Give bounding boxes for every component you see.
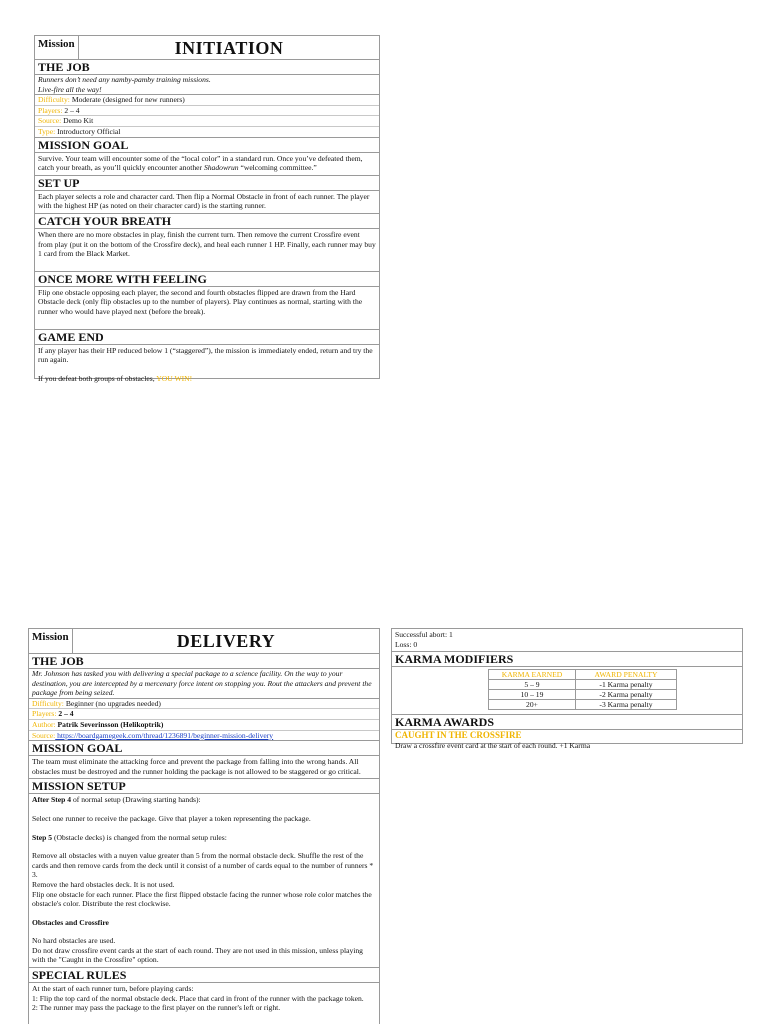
difficulty-label: Difficulty:: [32, 698, 64, 708]
karma-card: [391, 628, 743, 750]
karma-award-item: [392, 730, 742, 752]
job-flavor-line-1: Runners don’t need any namby-pamby training missions.: [38, 75, 211, 84]
mission-goal-text: The team must eliminate the attacking force and prevent the package from falling into the wrong hands. All obstacles must be destroyed and the runner holding the package is not allowed to be staggered or go critical.: [29, 756, 379, 779]
mission-goal-text: [35, 153, 379, 176]
you-win-text: YOU WIN!: [156, 373, 193, 383]
difficulty-row: [29, 699, 379, 710]
setup-step5: [32, 833, 376, 843]
step4-bold: After Step 4: [32, 795, 72, 805]
award-text: Draw a crossfire event card at the start of each round. +1 Karma: [395, 740, 591, 750]
special-rules-heading: SPECIAL RULES: [29, 968, 379, 983]
karma-modifiers-table: [488, 669, 677, 710]
delivery-title-row: [29, 629, 379, 654]
mission-goal-heading: MISSION GOAL: [35, 138, 379, 153]
source-row: [29, 731, 379, 742]
players-label: Players:: [32, 709, 57, 719]
goal-text-part: Survive. Your team will encounter some of the “local color” in a standard run. Once you’ve defeated them, catch your breath, as you’ll quickly encounter another: [38, 153, 363, 173]
job-flavor: [35, 75, 379, 95]
difficulty-value: Beginner (no upgrades needed): [63, 698, 161, 708]
award-name: CAUGHT IN THE CROSSFIRE: [395, 730, 522, 741]
karma-modifiers-body: [392, 667, 742, 715]
author-label: Author:: [32, 719, 56, 729]
source-value: Demo Kit: [61, 116, 94, 126]
mission-title: DELIVERY: [176, 631, 276, 651]
game-win-text: If you defeat both groups of obstacles,: [38, 373, 157, 383]
source-link[interactable]: https://boardgamegeek.com/thread/1236891/beginner-mission-delivery: [55, 730, 274, 740]
source-label: Source:: [32, 730, 56, 740]
special-rules-text: [29, 983, 379, 1015]
game-win-paragraph: [38, 374, 376, 384]
rules-step-2: 2: The runner may pass the package to the first player on the runner's left or right.: [32, 1003, 281, 1013]
job-flavor: Mr. Johnson has tasked you with delivering a special package to a science facility. On the way to your destination, you are intercepted by a mercenary force intent on stopping you. Rout the attackers and prevent the package from being seized.: [29, 669, 379, 699]
mission-title: INITIATION: [174, 38, 284, 58]
catch-breath-heading: CATCH YOUR BREATH: [35, 214, 379, 229]
author-row: [29, 720, 379, 731]
mission-label: Mission: [29, 629, 73, 653]
players-row: [29, 709, 379, 720]
rules-intro: At the start of each runner turn, before playing cards:: [32, 984, 194, 994]
goal-text-emphasis: Shadowrun: [203, 163, 239, 173]
mission-setup-text: [29, 794, 379, 968]
setup-step4: [32, 795, 376, 805]
author-value: Patrik Severinsson (Helikoptrik): [55, 719, 164, 729]
job-heading: THE JOB: [29, 654, 379, 669]
setup-remove: Remove all obstacles with a nuyen value greater than 5 from the normal obstacle deck. Shuffle the rest of the cards and then remove cards from the deck until it consist of a number of cards equal to the number of runners * 3.: [32, 851, 374, 880]
award-penalty-cell: -3 Karma penalty: [576, 700, 677, 710]
type-label: Type:: [38, 126, 56, 136]
game-end-paragraph: If any player has their HP reduced below 1 (“staggered”), the mission is immediately ended, return and try the run again.: [38, 345, 373, 365]
step5-bold: Step 5: [32, 832, 53, 842]
setup-remove-hard: Remove the hard obstacles deck. It is not used.: [32, 879, 175, 889]
initiation-mission-card: [34, 35, 380, 383]
once-more-text: Flip one obstacle opposing each player, the second and fourth obstacles flipped are drawn from the Hard Obstacle deck (only flip obstacles up to the number of players). Play continues as normal, starting with the runner who would have played next (before the break).: [35, 287, 379, 330]
obstacles-no-hard: No hard obstacles are used.: [32, 936, 116, 946]
karma-earned-cell: 5 – 9: [489, 680, 576, 690]
setup-heading: SET UP: [35, 176, 379, 191]
once-more-heading: ONCE MORE WITH FEELING: [35, 272, 379, 287]
setup-text: Each player selects a role and character card. Then flip a Normal Obstacle in front of each runner. The player with the highest HP (as noted on their character card) is the starting runner.: [35, 191, 379, 214]
delivery-mission-card: [28, 628, 380, 1024]
karma-awards-heading: KARMA AWARDS: [392, 715, 742, 730]
catch-breath-text: When there are no more obstacles in play, finish the current turn. Then remove the current Crossfire event from play (put it on the bottom of the Crossfire deck), and heal each runner 1 HP. Finally, each runner may buy 1 card from the Black Market.: [35, 229, 379, 272]
award-penalty-cell: -1 Karma penalty: [576, 680, 677, 690]
type-row: [35, 127, 379, 138]
table-row: [489, 700, 677, 710]
source-row: [35, 116, 379, 127]
table-row: [489, 690, 677, 700]
table-row: [489, 680, 677, 690]
players-value: 2 – 4: [62, 105, 80, 115]
setup-flip: Flip one obstacle for each runner. Place the first flipped obstacle facing the runner whose role color matches the obstacle's color. Distribute the rest clockwise.: [32, 889, 372, 909]
karma-earned-cell: 10 – 19: [489, 690, 576, 700]
karma-earned-cell: 20+: [489, 700, 576, 710]
players-row: [35, 106, 379, 117]
obstacles-crossfire-heading: Obstacles and Crossfire: [32, 917, 109, 927]
rules-step-1: 1: Flip the top card of the normal obstacle deck. Place that card in front of the runner with the package token.: [32, 993, 364, 1003]
game-end-heading: GAME END: [35, 330, 379, 345]
difficulty-label: Difficulty:: [38, 95, 70, 105]
players-value: 2 – 4: [56, 709, 74, 719]
mission-label: Mission: [35, 36, 79, 59]
job-heading: THE JOB: [35, 60, 379, 75]
job-flavor-line-2: Live-fire all the way!: [38, 84, 102, 94]
karma-results: [392, 629, 742, 652]
difficulty-row: [35, 95, 379, 106]
karma-earned-header: KARMA EARNED: [489, 670, 576, 680]
karma-modifiers-heading: KARMA MODIFIERS: [392, 652, 742, 667]
goal-text-part: “welcoming committee.”: [238, 163, 317, 173]
step5-rest: (Obstacle decks) is changed from the normal setup rules:: [52, 832, 227, 842]
mission-goal-heading: MISSION GOAL: [29, 741, 379, 756]
initiation-title-row: [35, 36, 379, 60]
award-penalty-cell: -2 Karma penalty: [576, 690, 677, 700]
step4-rest: of normal setup (Drawing starting hands):: [71, 795, 201, 805]
players-label: Players:: [38, 105, 63, 115]
difficulty-value: Moderate (designed for new runners): [69, 95, 185, 105]
obstacles-no-crossfire: Do not draw crossfire event cards at the start of each round. They are not used in this mission, unless playing with the "Caught in the Crossfire" option.: [32, 945, 363, 965]
award-penalty-header: AWARD PENALTY: [576, 670, 677, 680]
loss: Loss: 0: [395, 639, 418, 649]
mission-setup-heading: MISSION SETUP: [29, 779, 379, 794]
game-end-text: [35, 345, 379, 386]
table-header-row: [489, 670, 677, 680]
source-label: Source:: [38, 116, 62, 126]
successful-abort: Successful abort: 1: [395, 630, 453, 639]
setup-select: Select one runner to receive the package. Give that player a token representing the package.: [32, 813, 311, 823]
type-value: Introductory Official: [55, 126, 121, 136]
